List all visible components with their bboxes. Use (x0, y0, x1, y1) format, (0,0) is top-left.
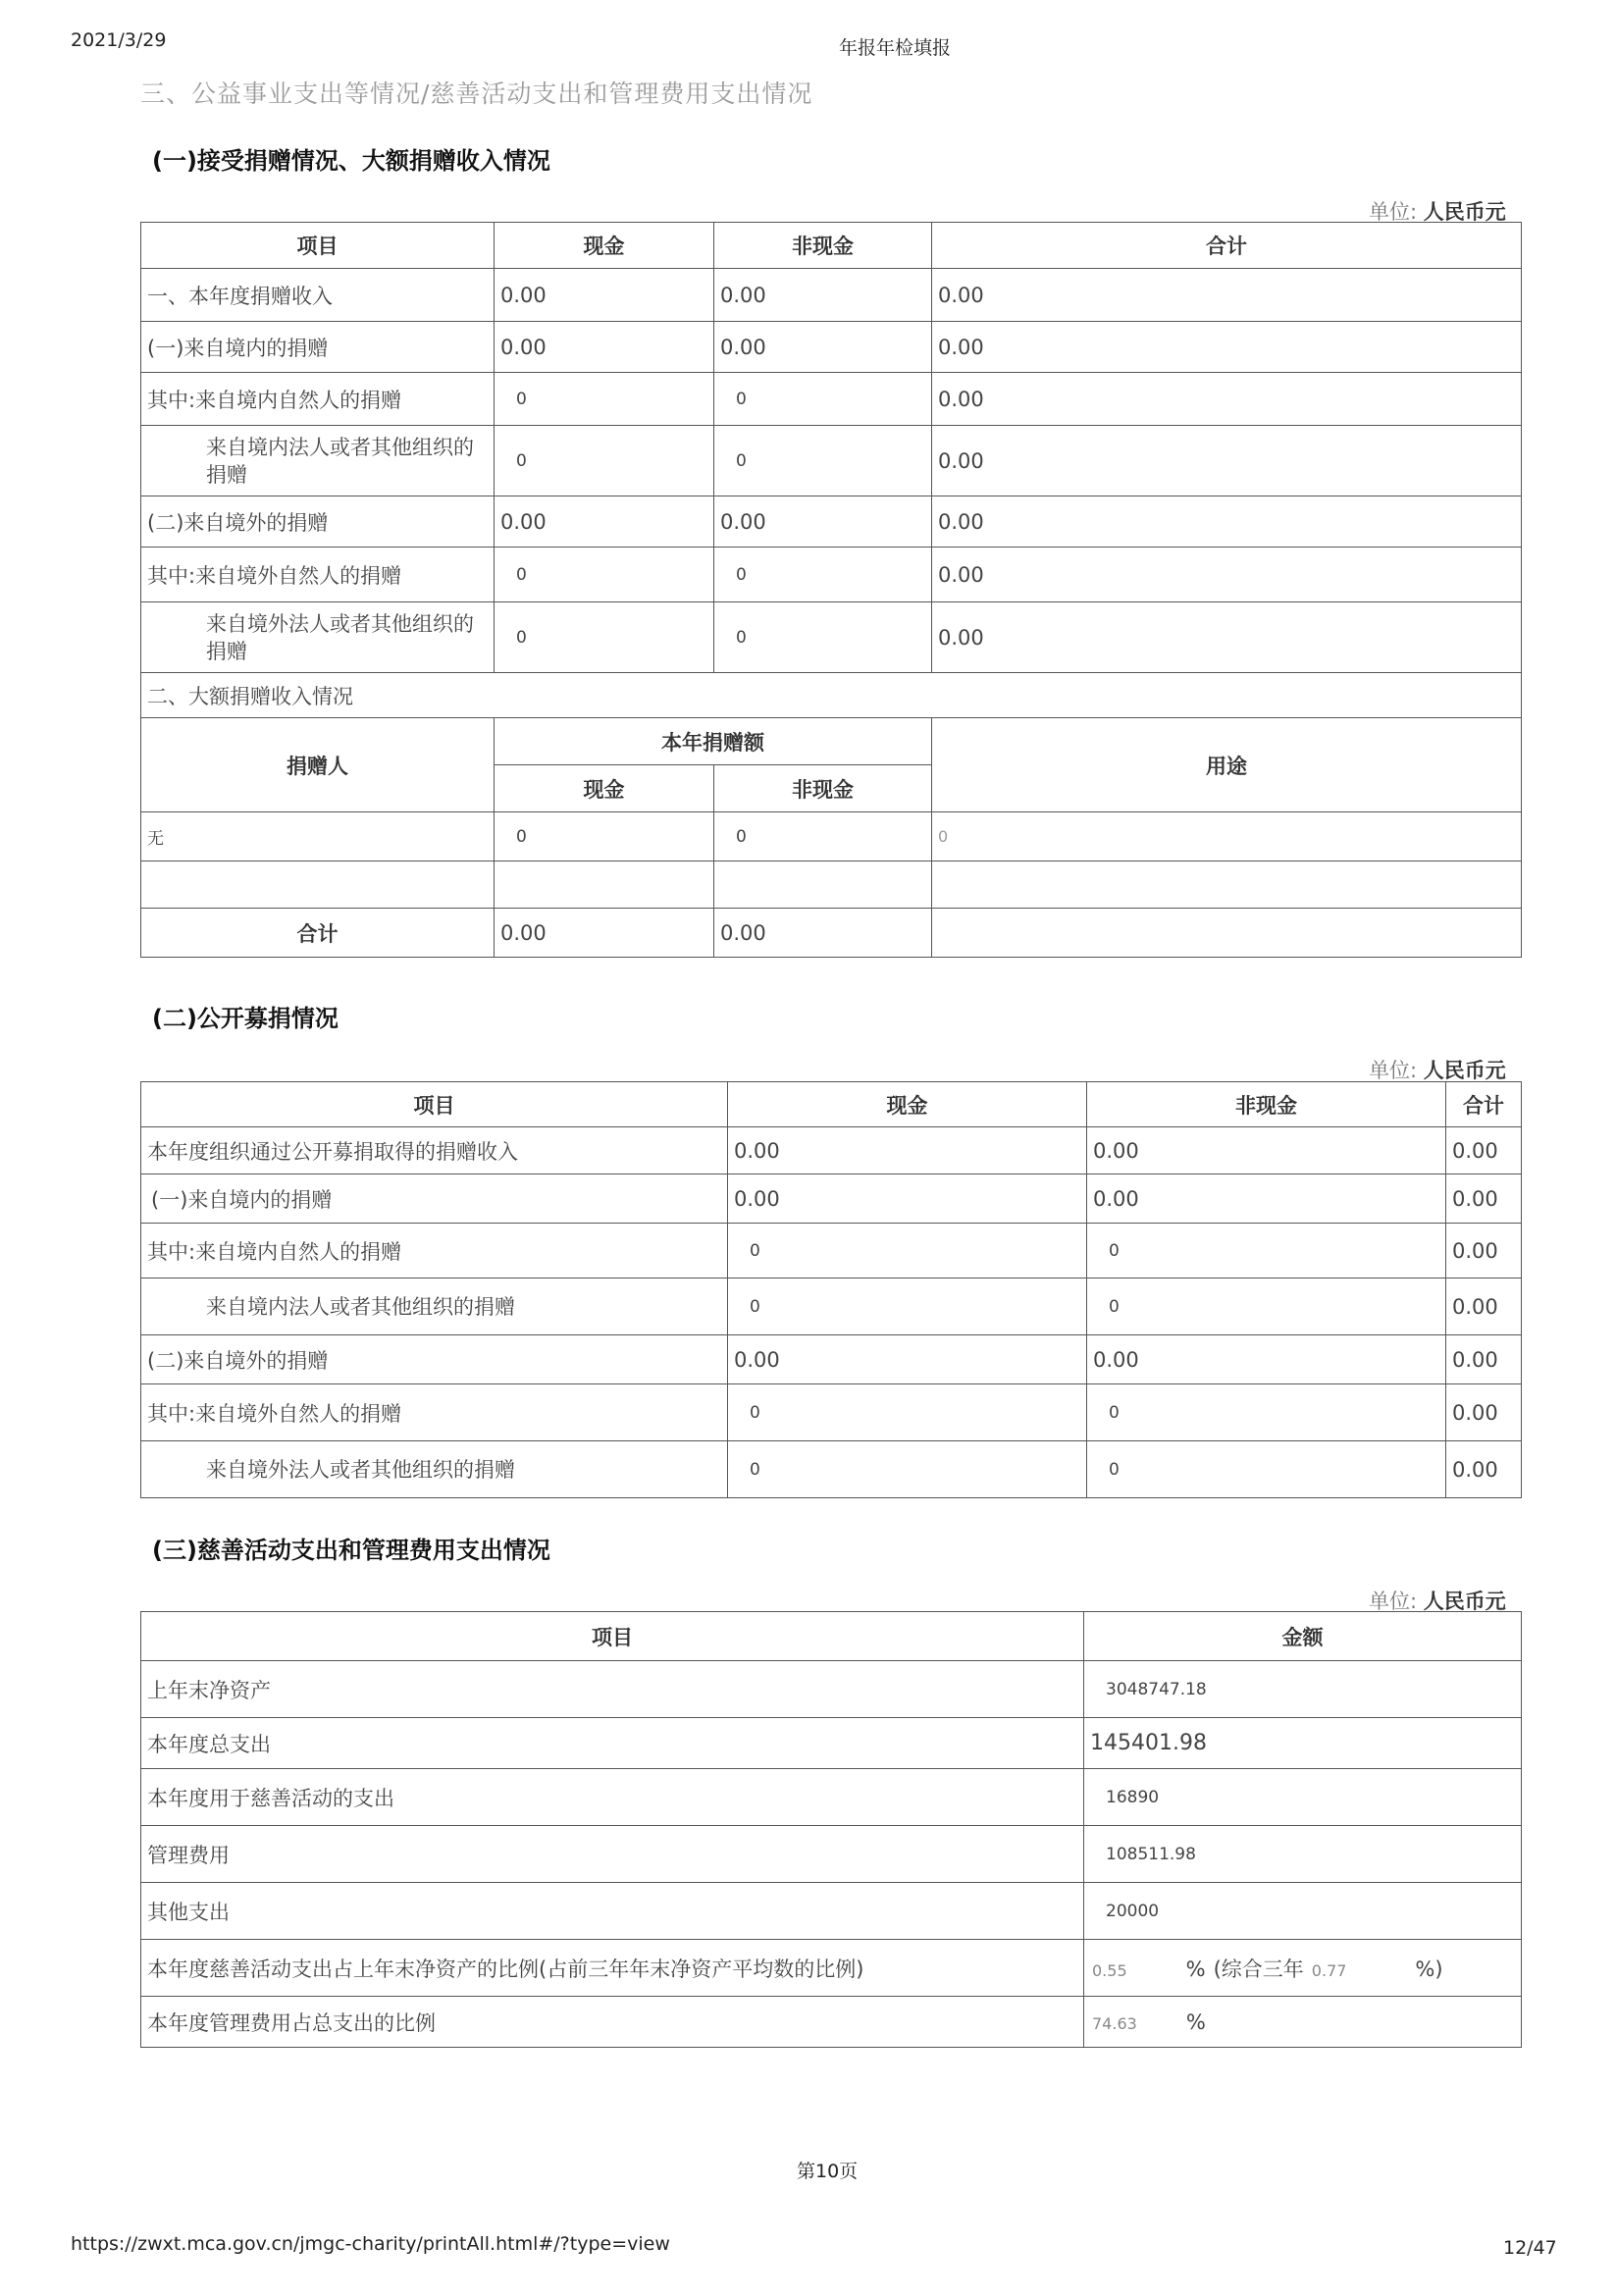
cash-value: 0.00 (495, 496, 714, 548)
total-value: 0.00 (932, 373, 1522, 426)
ratio-row (141, 1997, 1522, 2048)
table-row (141, 1335, 1522, 1384)
col-header-amount: 金额 (1084, 1612, 1522, 1661)
cash-value: 0 (728, 1384, 1087, 1441)
noncash-value: 0.00 (714, 269, 932, 322)
print-date: 2021/3/29 (71, 29, 167, 51)
total-cash: 0.00 (495, 909, 714, 958)
row-label: (二)来自境外的捐赠 (141, 496, 495, 548)
table-row (141, 1826, 1522, 1883)
total-value: 0.00 (932, 602, 1522, 673)
table-row (141, 812, 1522, 861)
amount-value: 108511.98 (1084, 1826, 1522, 1883)
row-label: 上年末净资产 (141, 1661, 1084, 1718)
cash-value: 0 (728, 1278, 1087, 1335)
table-row (141, 1224, 1522, 1278)
table3-title: (三)慈善活动支出和管理费用支出情况 (152, 1537, 550, 1564)
row-label: 其中:来自境外自然人的捐赠 (141, 548, 495, 602)
table2-unit: 单位: 人民币元 (1369, 1059, 1506, 1082)
noncash-value: 0 (1087, 1441, 1446, 1498)
noncash-value: 0.00 (1087, 1127, 1446, 1174)
large-donation-title: 二、大额捐赠收入情况 (141, 673, 1522, 718)
cash-value (495, 861, 714, 909)
row-label: 其中:来自境内自然人的捐赠 (141, 373, 495, 426)
row-label: 其他支出 (141, 1883, 1084, 1940)
cash-value: 0.00 (728, 1174, 1087, 1224)
table-row (141, 1127, 1522, 1174)
noncash-value: 0 (714, 373, 932, 426)
table2-title: (二)公开募捐情况 (152, 1005, 339, 1032)
table-row (141, 861, 1522, 909)
cash-value: 0 (495, 548, 714, 602)
noncash-value: 0.00 (1087, 1174, 1446, 1224)
total-value: 0.00 (932, 496, 1522, 548)
total-value: 0.00 (932, 322, 1522, 373)
table-row (141, 1174, 1522, 1224)
table-row (141, 1441, 1522, 1498)
row-label: (一)来自境内的捐赠 (141, 1174, 728, 1224)
total-noncash: 0.00 (714, 909, 932, 958)
noncash-value: 0.00 (714, 322, 932, 373)
total-value: 0.00 (1446, 1224, 1522, 1278)
table-row (141, 1883, 1522, 1940)
noncash-value: 0 (1087, 1278, 1446, 1335)
table-row (141, 373, 1522, 426)
total-label: 合计 (141, 909, 495, 958)
col-header-total: 合计 (1446, 1082, 1522, 1127)
cash-value: 0 (495, 812, 714, 861)
print-page-count: 12/47 (1503, 2237, 1557, 2259)
total-value: 0.00 (932, 426, 1522, 496)
table-row (141, 548, 1522, 602)
amount-value: 145401.98 (1084, 1718, 1522, 1769)
ratio-unit: % (1185, 2009, 1206, 2034)
col-header-noncash: 非现金 (1087, 1082, 1446, 1127)
expenditure-table (140, 1611, 1522, 2048)
row-label: 管理费用 (141, 1826, 1084, 1883)
large-cash-header: 现金 (495, 765, 714, 812)
cash-value: 0.00 (495, 269, 714, 322)
noncash-value: 0 (1087, 1384, 1446, 1441)
amount-value: 20000 (1084, 1883, 1522, 1940)
total-value: 0.00 (1446, 1127, 1522, 1174)
cash-value: 0.00 (728, 1127, 1087, 1174)
noncash-value: 0 (714, 602, 932, 673)
noncash-value: 0 (714, 548, 932, 602)
col-header-item: 项目 (141, 1612, 1084, 1661)
cash-value: 0 (728, 1224, 1087, 1278)
row-label: 来自境内法人或者其他组织的捐赠 (141, 426, 495, 496)
table1-title: (一)接受捐赠情况、大额捐赠收入情况 (152, 147, 550, 175)
total-value: 0.00 (932, 548, 1522, 602)
cash-value: 0 (495, 602, 714, 673)
page-url: https://zwxt.mca.gov.cn/jmgc-charity/printAll.html#/?type=view (71, 2233, 670, 2255)
noncash-value (714, 861, 932, 909)
table-row (141, 1718, 1522, 1769)
annual-amount-header: 本年捐赠额 (495, 718, 932, 765)
cash-value: 0 (495, 373, 714, 426)
row-label: 其中:来自境外自然人的捐赠 (141, 1384, 728, 1441)
large-donation-title-row (141, 673, 1522, 718)
row-label: 来自境外法人或者其他组织的捐赠 (141, 602, 495, 673)
total-row (141, 909, 1522, 958)
ratio-value: 74.63 (1092, 2013, 1137, 2033)
donor-name (141, 861, 495, 909)
row-label: 本年度慈善活动支出占上年末净资产的比例(占前三年年末净资产平均数的比例) (141, 1940, 1084, 1997)
table-row (141, 1384, 1522, 1441)
col-header-cash: 现金 (728, 1082, 1087, 1127)
table-row (141, 322, 1522, 373)
total-value: 0.00 (1446, 1384, 1522, 1441)
row-label: 本年度管理费用占总支出的比例 (141, 1997, 1084, 2048)
amount-value: 3048747.18 (1084, 1661, 1522, 1718)
row-label: 其中:来自境内自然人的捐赠 (141, 1224, 728, 1278)
total-purpose-empty (932, 909, 1522, 958)
total-value: 0.00 (932, 269, 1522, 322)
row-label: 来自境外法人或者其他组织的捐赠 (141, 1441, 728, 1498)
cash-value: 0.00 (728, 1335, 1087, 1384)
purpose-value (932, 861, 1522, 909)
noncash-value: 0 (1087, 1224, 1446, 1278)
row-label: 一、本年度捐赠收入 (141, 269, 495, 322)
noncash-value: 0.00 (714, 496, 932, 548)
table-row (141, 269, 1522, 322)
noncash-value: 0 (714, 426, 932, 496)
page-header-title: 年报年检填报 (839, 37, 952, 59)
large-noncash-header: 非现金 (714, 765, 932, 812)
noncash-value: 0.00 (1087, 1335, 1446, 1384)
row-label: (一)来自境内的捐赠 (141, 322, 495, 373)
section-title: 三、公益事业支出等情况/慈善活动支出和管理费用支出情况 (140, 79, 813, 108)
row-label: 本年度总支出 (141, 1718, 1084, 1769)
col-header-item: 项目 (141, 223, 495, 269)
ratio-unit: % (1185, 1957, 1206, 1981)
ratio-three-year-label: (综合三年 (1213, 1957, 1304, 1981)
row-label: 本年度组织通过公开募捐取得的捐赠收入 (141, 1127, 728, 1174)
table3-unit: 单位: 人民币元 (1369, 1590, 1506, 1613)
col-header-noncash: 非现金 (714, 223, 932, 269)
ratio-value-cell (1084, 1940, 1522, 1997)
row-label: (二)来自境外的捐赠 (141, 1335, 728, 1384)
noncash-value: 0 (714, 812, 932, 861)
total-value: 0.00 (1446, 1278, 1522, 1335)
row-label: 来自境内法人或者其他组织的捐赠 (141, 1278, 728, 1335)
ratio-three-year-value: 0.77 (1311, 1960, 1347, 1980)
cash-value: 0 (495, 426, 714, 496)
col-header-cash: 现金 (495, 223, 714, 269)
table-row (141, 1661, 1522, 1718)
ratio-row (141, 1940, 1522, 1997)
table-row (141, 496, 1522, 548)
public-fundraising-table (140, 1081, 1522, 1498)
total-value: 0.00 (1446, 1174, 1522, 1224)
ratio-value-cell (1084, 1997, 1522, 2048)
table-row (141, 602, 1522, 673)
col-header-item: 项目 (141, 1082, 728, 1127)
page-number: 第10页 (797, 2161, 859, 2182)
purpose-header: 用途 (932, 718, 1522, 812)
total-value: 0.00 (1446, 1335, 1522, 1384)
cash-value: 0.00 (495, 322, 714, 373)
row-label: 本年度用于慈善活动的支出 (141, 1769, 1084, 1826)
donor-header: 捐赠人 (141, 718, 495, 812)
table-row (141, 1278, 1522, 1335)
purpose-value: 0 (932, 812, 1522, 861)
ratio-three-year-close: %) (1415, 1957, 1443, 1981)
amount-value: 16890 (1084, 1769, 1522, 1826)
donor-name: 无 (141, 812, 495, 861)
table-row (141, 1769, 1522, 1826)
table1-unit: 单位: 人民币元 (1369, 200, 1506, 224)
total-value: 0.00 (1446, 1441, 1522, 1498)
col-header-total: 合计 (932, 223, 1522, 269)
cash-value: 0 (728, 1441, 1087, 1498)
ratio-value: 0.55 (1092, 1960, 1127, 1980)
donation-income-table (140, 222, 1522, 958)
table-row (141, 426, 1522, 496)
